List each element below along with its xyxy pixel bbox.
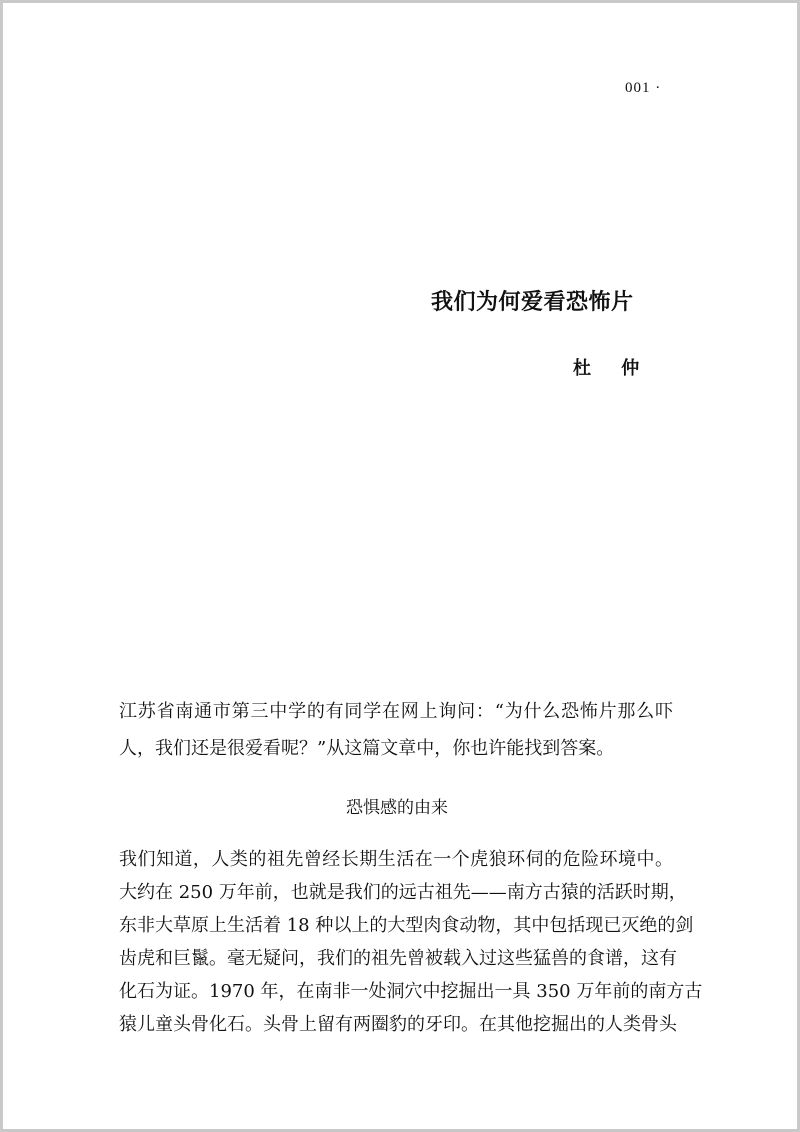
body-line-2: 大约在 250 万年前，也就是我们的远古祖先——南方古猿的活跃时期， xyxy=(119,882,687,903)
body-line-5: 化石为证。1970 年，在南非一处洞穴中挖掘出一具 350 万年前的南方古 xyxy=(119,981,703,1002)
body-line-4: 齿虎和巨鬣。毫无疑问，我们的祖先曾被载入过这些猛兽的食谱，这有 xyxy=(119,948,677,969)
article-author: 杜 仲 xyxy=(573,358,652,379)
intro-line-2: 人，我们还是很爱看呢？”从这篇文章中，你也许能找到答案。 xyxy=(119,738,615,759)
article-title: 我们为何爱看恐怖片 xyxy=(431,289,634,315)
body-line-6: 猿儿童头骨化石。头骨上留有两圈豹的牙印。在其他挖掘出的人类骨头 xyxy=(119,1014,677,1035)
body-line-1: 我们知道，人类的祖先曾经长期生活在一个虎狼环伺的危险环境中。 xyxy=(119,849,673,870)
intro-line-1: 江苏省南通市第三中学的有同学在网上询问：“为什么恐怖片那么吓 xyxy=(119,701,673,722)
section-heading xyxy=(3,793,800,818)
section-heading-text: 恐惧感的由来 xyxy=(346,798,448,818)
body-line-3: 东非大草原上生活着 18 种以上的大型肉食动物，其中包括现已灭绝的剑 xyxy=(119,915,694,936)
page-number: 001 · xyxy=(625,80,662,96)
